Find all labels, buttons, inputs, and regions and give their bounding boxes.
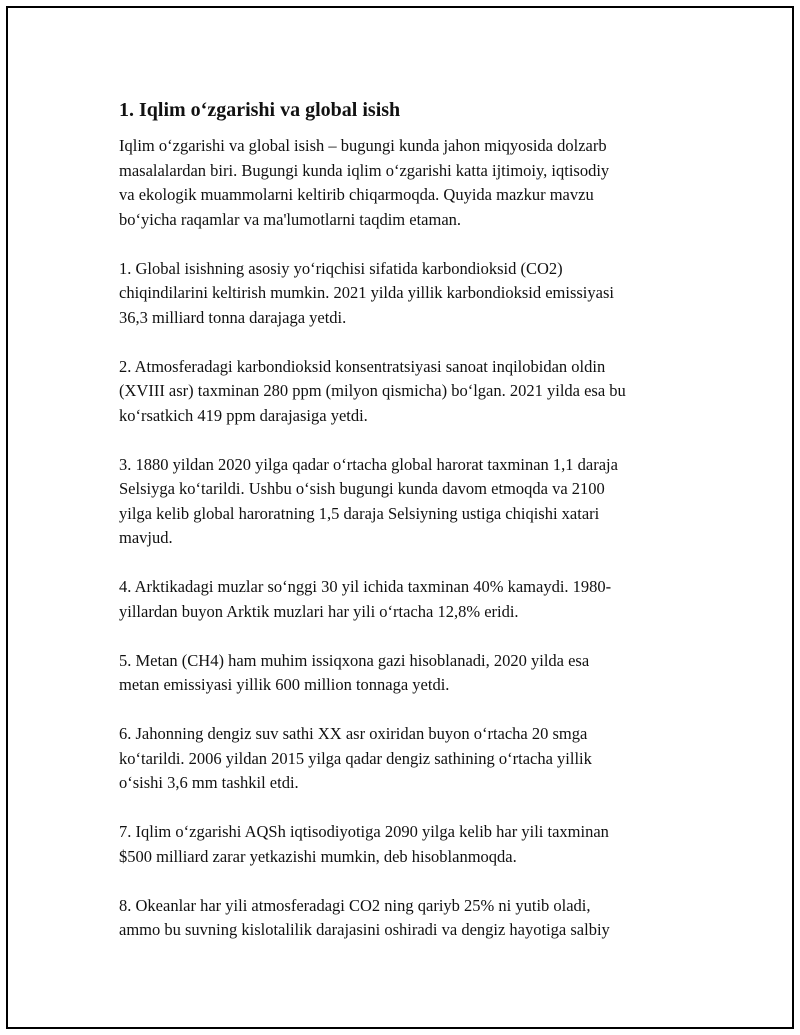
paragraph-line: 4. Arktikadagi muzlar so‘nggi 30 yil ichida taxminan 40% kamaydi. 1980-: [119, 577, 612, 596]
paragraph-line: Iqlim o‘zgarishi va global isish – bugungi kunda jahon miqyosida dolzarb: [119, 136, 607, 155]
paragraph-item-6: [119, 722, 699, 796]
paragraph-line: bo‘yicha raqamlar va ma'lumotlarni taqdim etaman.: [119, 209, 462, 229]
paragraph-item-4: [119, 575, 699, 624]
paragraph-line: 3. 1880 yildan 2020 yilga qadar o‘rtacha global harorat taxminan 1,1 daraja: [119, 454, 618, 474]
paragraph-line: ko‘tarildi. 2006 yildan 2015 yilga qadar dengiz sathining o‘rtacha yillik: [119, 748, 592, 768]
paragraph-line: 36,3 milliard tonna darajaga yetdi.: [119, 307, 347, 327]
document-page: [6, 6, 794, 1029]
paragraph-line: 2. Atmosferadagi karbondioksid konsentratsiyasi sanoat inqilobidan oldin: [119, 356, 606, 376]
paragraph-line: ko‘rsatkich 419 ppm darajasiga yetdi.: [119, 405, 368, 425]
paragraph-item-5: [119, 649, 699, 698]
paragraph-item-8: [119, 894, 699, 943]
paragraph-line: masalalardan biri. Bugungi kunda iqlim o‘zgarishi katta ijtimoiy, iqtisodiy: [119, 160, 610, 180]
paragraph-line: 8. Okeanlar har yili atmosferadagi CO2 ning qariyb 25% ni yutib oladi,: [119, 895, 591, 915]
paragraph-line: 7. Iqlim o‘zgarishi AQSh iqtisodiyotiga 2090 yilga kelib har yili taxminan: [119, 822, 609, 841]
paragraph-intro: [119, 134, 699, 232]
section-heading: 1. Iqlim o‘zgarishi va global isish: [119, 99, 401, 121]
paragraph-line: o‘sishi 3,6 mm tashkil etdi.: [119, 773, 299, 792]
paragraph-line: (XVIII asr) taxminan 280 ppm (milyon qismicha) bo‘lgan. 2021 yilda esa bu: [119, 381, 626, 400]
paragraph-item-2: [119, 355, 699, 429]
paragraph-line: Selsiyga ko‘tarildi. Ushbu o‘sish bugungi kunda davom etmoqda va 2100: [119, 479, 605, 498]
paragraph-line: 5. Metan (CH4) ham muhim issiqxona gazi hisoblanadi, 2020 yilda esa: [119, 650, 590, 670]
paragraph-item-1: [119, 257, 699, 331]
paragraph-line: yillardan buyon Arktik muzlari har yili o‘rtacha 12,8% eridi.: [119, 601, 519, 621]
paragraph-line: va ekologik muammolarni keltirib chiqarmoqda. Quyida mazkur mavzu: [119, 185, 594, 204]
document-body: [119, 98, 699, 967]
paragraph-line: chiqindilarini keltirish mumkin. 2021 yilda yillik karbondioksid emissiyasi: [119, 283, 614, 302]
paragraph-item-7: [119, 820, 699, 869]
paragraph-line: metan emissiyasi yillik 600 million tonnaga yetdi.: [119, 675, 450, 694]
paragraph-line: yilga kelib global haroratning 1,5 daraja Selsiyning ustiga chiqishi xatari: [119, 503, 600, 523]
paragraph-line: $500 milliard zarar yetkazishi mumkin, deb hisoblanmoqda.: [119, 846, 517, 866]
paragraph-item-3: [119, 453, 699, 551]
paragraph-line: 1. Global isishning asosiy yo‘riqchisi sifatida karbondioksid (CO2): [119, 258, 563, 278]
paragraph-line: 6. Jahonning dengiz suv sathi XX asr oxiridan buyon o‘rtacha 20 smga: [119, 724, 588, 743]
paragraph-line: mavjud.: [119, 528, 173, 547]
paragraph-line: ammo bu suvning kislotalilik darajasini oshiradi va dengiz hayotiga salbiy: [119, 920, 610, 939]
